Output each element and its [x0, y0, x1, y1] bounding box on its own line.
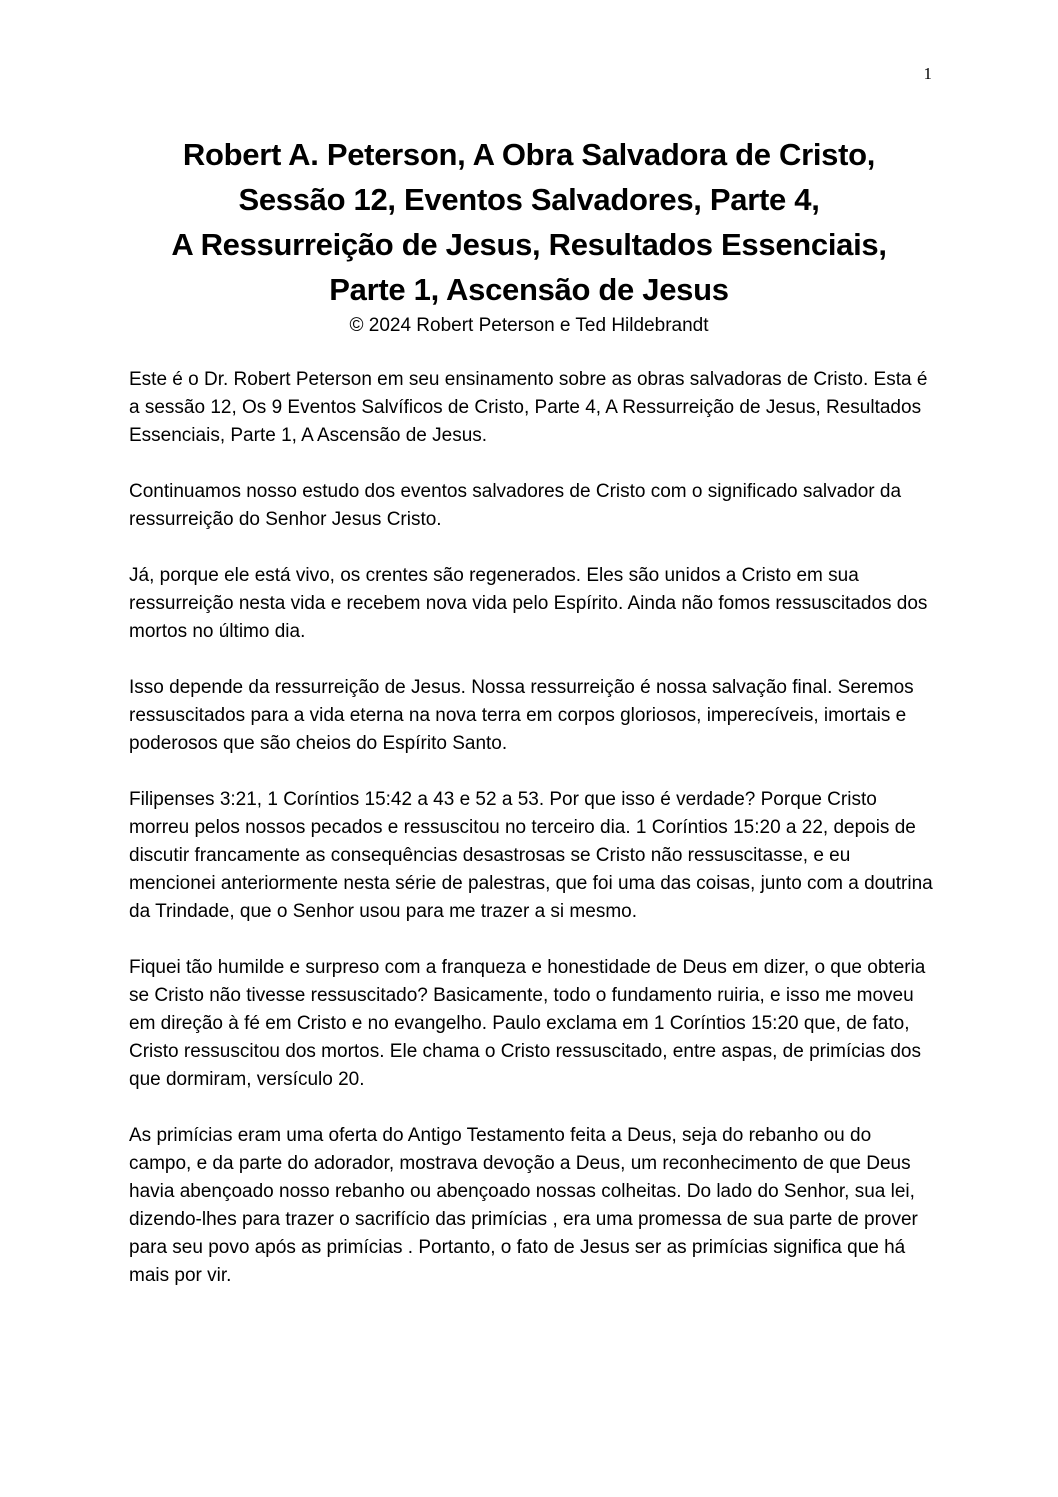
paragraph: Isso depende da ressurreição de Jesus. Nossa ressurreição é nossa salvação final. Seremos ressuscitados para a vida eterna na nova terra em corpos gloriosos, imperecíveis, imortais e poderosos que são cheios do Espírito Santo. — [129, 677, 914, 754]
title-block — [100, 132, 958, 338]
paragraph: Filipenses 3:21, 1 Coríntios 15:42 a 43 e 52 a 53. Por que isso é verdade? Porque Cristo morreu pelos nossos pecados e ressuscitou no terceiro dia. 1 Coríntios 15:20 a 22, depois de discutir francamente as consequências desastrosas se Cristo não ressuscitasse, e eu mencionei anteriormente nesta série de palestras, que foi uma das coisas, junto com a doutrina da Trindade, que o Senhor usou para me trazer a si mesmo. — [129, 789, 933, 922]
title-line: Parte 1, Ascensão de Jesus — [329, 272, 729, 307]
copyright-notice: © 2024 Robert Peterson e Ted Hildebrandt — [349, 315, 709, 336]
paragraph: Este é o Dr. Robert Peterson em seu ensinamento sobre as obras salvadoras de Cristo. Esta é a sessão 12, Os 9 Eventos Salvíficos de Cristo, Parte 4, A Ressurreição de Jesus, Resultados Essenciais, Parte 1, A Ascensão de Jesus. — [129, 369, 928, 446]
title-line: A Ressurreição de Jesus, Resultados Essenciais, — [171, 227, 887, 262]
paragraph: Fiquei tão humilde e surpreso com a franqueza e honestidade de Deus em dizer, o que obteria se Cristo não tivesse ressuscitado? Basicamente, todo o fundamento ruiria, e isso me moveu em direção à fé em Cristo e no evangelho. Paulo exclama em 1 Coríntios 15:20 que, de fato, Cristo ressuscitou dos mortos. Ele chama o Cristo ressuscitado, entre aspas, de primícias dos que dormiram, versículo 20. — [129, 957, 926, 1090]
body-text — [129, 366, 934, 1318]
document-title — [100, 132, 958, 312]
paragraph: As primícias eram uma oferta do Antigo Testamento feita a Deus, seja do rebanho ou do campo, e da parte do adorador, mostrava devoção a Deus, um reconhecimento de que Deus havia abençoado nosso rebanho ou abençoado nossas colheitas. Do lado do Senhor, sua lei, dizendo-lhes para trazer o sacrifício das primícias , era uma promessa de sua parte de prover para seu povo após as primícias . Portanto, o fato de Jesus ser as primícias significa que há mais por vir. — [129, 1125, 918, 1286]
title-line: Robert A. Peterson, A Obra Salvadora de Cristo, — [182, 137, 876, 172]
paragraph: Continuamos nosso estudo dos eventos salvadores de Cristo com o significado salvador da ressurreição do Senhor Jesus Cristo. — [129, 481, 902, 530]
title-line: Sessão 12, Eventos Salvadores, Parte 4, — [238, 182, 820, 217]
page-number: 1 — [923, 64, 932, 83]
paragraph: Já, porque ele está vivo, os crentes são regenerados. Eles são unidos a Cristo em sua ressurreição nesta vida e recebem nova vida pelo Espírito. Ainda não fomos ressuscitados dos mortos no último dia. — [129, 565, 928, 642]
